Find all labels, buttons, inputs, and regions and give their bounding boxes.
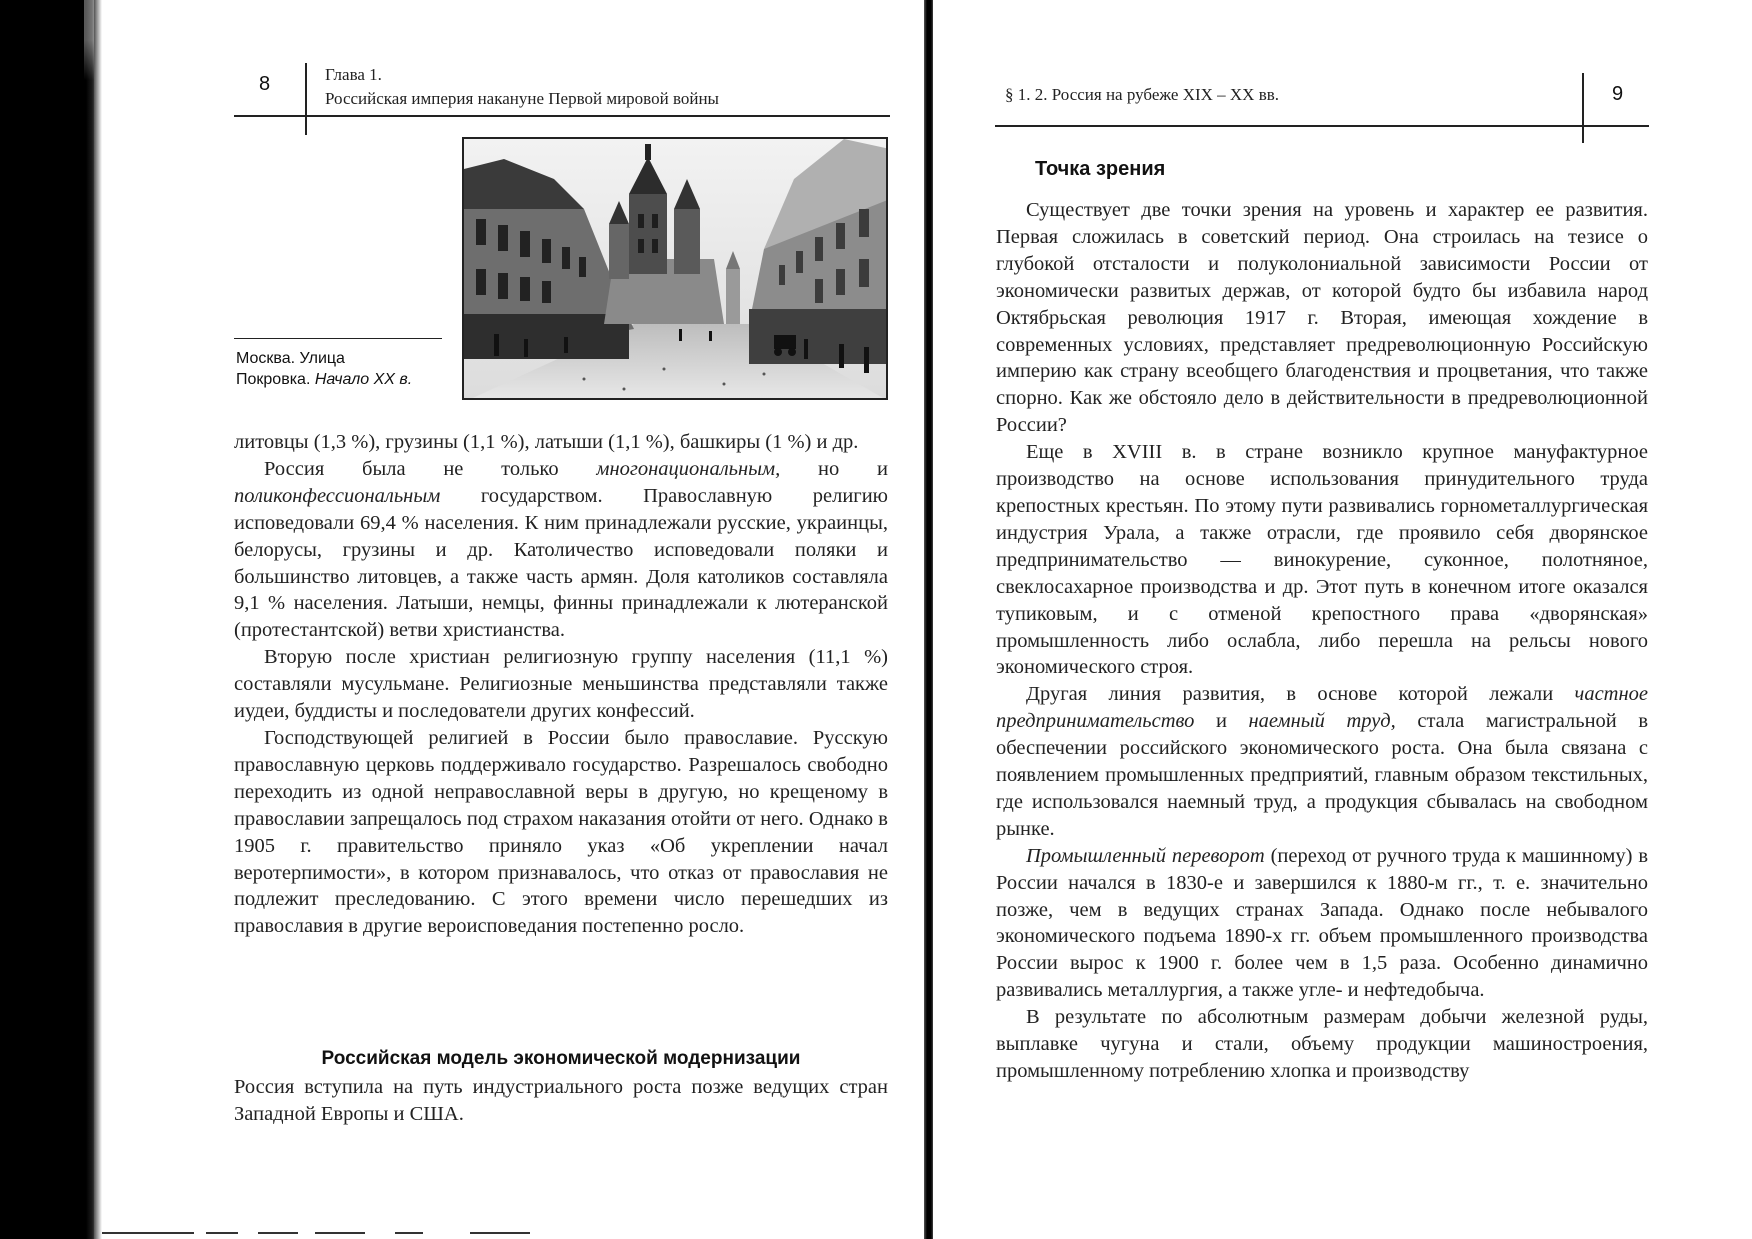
emphasis-term: наемный труд,: [1248, 710, 1396, 733]
book-binding-left-edge: [0, 0, 102, 1239]
paragraph: Россия вступила на путь индустриального роста позже ведущих стран Западной Европы и США.: [234, 1076, 888, 1125]
caption-date: Начало XX в.: [314, 371, 413, 388]
page-number-right: 9: [1612, 83, 1624, 105]
page-edge-mark: [102, 1232, 194, 1234]
running-head-chapter-title: Российская империя накануне Первой мировой войны: [325, 89, 719, 108]
paragraph: Господствующей религией в России было православие. Русскую православную церковь поддерживало государство. Разрешалось свободно переходить из одной неправославной веры в другую, но крещеному в православии запрещалось под страхом наказания отойти от него. Однако в 1905 г. правительство приняло указ «Об укреплении начал веротерпимости», в котором признавалось, что отказ от православия не подлежит преследованию. С этого времени число перешедших из православия в другие вероисповедания постепенно росло.: [234, 726, 888, 938]
paragraph: [996, 843, 1648, 1004]
left-body-text-2: [234, 1074, 888, 1128]
left-body-text: [234, 429, 888, 940]
emphasis-term: поликонфессиональным: [234, 484, 441, 507]
emphasis-term: многонациональным,: [596, 457, 781, 480]
street-photo: [462, 137, 888, 400]
text-run: Россия была не только: [264, 457, 597, 480]
header-vertical-rule: [305, 63, 307, 135]
paragraph: Вторую после христиан религиозную группу населения (11,1 %) составляли мусульмане. Религиозные меньшинства представляли также иудеи, буддисты и последователи других конфессий.: [234, 646, 888, 723]
text-run: государством. Православную религию исповедовали 69,4 % населения. К ним принадлежали русские, украинцы, белорусы, грузины и др. Католичество исповедовали поляки и большинство литовцев, а также часть армян. Доля католиков составляла 9,1 % населения. Латыши, немцы, финны принадлежали к лютеранской (протестантской) ветви христианства.: [234, 484, 888, 642]
paragraph: Существует две точки зрения на уровень и характер ее развития. Первая сложилась в советский период. Она строилась на тезисе о глубокой отсталости и полуколониальной зависимости России от экономически развитых держав, от которой будто бы избавила народ Октябрьская революция 1917 г. Вторая, имеющая хождение в современных условиях, представляет предреволюционную Российскую империю как страну всеобщего благоденствия и процветания, что также спорно. Как же обстояло дело в действительности в предреволюционной России?: [996, 199, 1648, 437]
emphasis-term: Промышленный переворот: [1026, 844, 1265, 867]
paragraph: литовцы (1,3 %), грузины (1,1 %), латыши (1,1 %), башкиры (1 %) и др.: [234, 431, 859, 453]
header-rule: [234, 115, 890, 117]
page-edge-mark: [258, 1232, 298, 1234]
text-run: Другая линия развития, в основе которой лежали: [1026, 683, 1575, 706]
page-edge-mark: [315, 1232, 365, 1234]
text-run: стала магистральной в обеспечении российского экономического роста. Она была связана с появлением промышленных предприятий, главным образом текстильных, где использовался наемный труд, а продукция сбывалась на свободном рынке.: [996, 710, 1648, 840]
emphasis-term: частное предпринимательство: [996, 683, 1648, 733]
page-number-left: 8: [259, 73, 271, 95]
caption-rule: [234, 338, 442, 339]
point-of-view-heading: Точка зрения: [1035, 158, 1166, 180]
header-vertical-rule: [1582, 73, 1584, 143]
page-edge-mark: [206, 1232, 238, 1234]
page-edge-mark: [470, 1232, 530, 1234]
moscow-street-illustration: [464, 139, 888, 400]
page-edge-mark: [395, 1232, 423, 1234]
caption-line-1: Москва. Улица: [236, 350, 345, 367]
paragraph: В результате по абсолютным размерам добычи железной руды, выплавке чугуна и стали, объему продукции машиностроения, промышленному потреблению хлопка и производству: [996, 1006, 1648, 1082]
paragraph: Еще в XVIII в. в стране возникло крупное мануфактурное производство на основе использования принудительного труда крепостных крестьян. По этому пути развивались горнометаллургическая индустрия Урала, а также отрасли, где проявило себя дворянское предпринимательство — винокурение, суконное, полотняное, свеклосахарное производства и др. Этот путь в конечном итоге оказался тупиковым, и с отменой крепостного права «дворянская» промышленность либо ослабла, либо перешла на рельсы нового экономического строя.: [996, 441, 1648, 679]
photo-caption: [236, 348, 412, 390]
header-rule: [995, 125, 1649, 127]
running-head-section: § 1. 2. Россия на рубеже XIX – XX вв.: [1005, 85, 1280, 104]
book-gutter: [924, 0, 933, 1239]
right-body-text: [996, 197, 1648, 1085]
paragraph: [234, 456, 888, 644]
caption-line-2: Покровка.: [236, 371, 311, 388]
text-run: но и: [780, 457, 888, 480]
text-run: (переход от ручного труда к машинному) в России начался в 1830-е и завершился к 1880-м гг., т. е. значительно позже, чем в ведущих странах Запада. Однако после небывалого экономического подъема 1890-х гг. объем промышленного производства России вырос к 1900 г. более чем в 1,5 раза. Особенно динамично развивались металлургия, а также угле- и нефтедобыча.: [996, 844, 1648, 1002]
running-head-chapter: Глава 1.: [325, 65, 382, 84]
section-title: Российская модель экономической модернизации: [321, 1048, 801, 1069]
paragraph: [996, 681, 1648, 842]
text-run: и: [1194, 710, 1249, 733]
